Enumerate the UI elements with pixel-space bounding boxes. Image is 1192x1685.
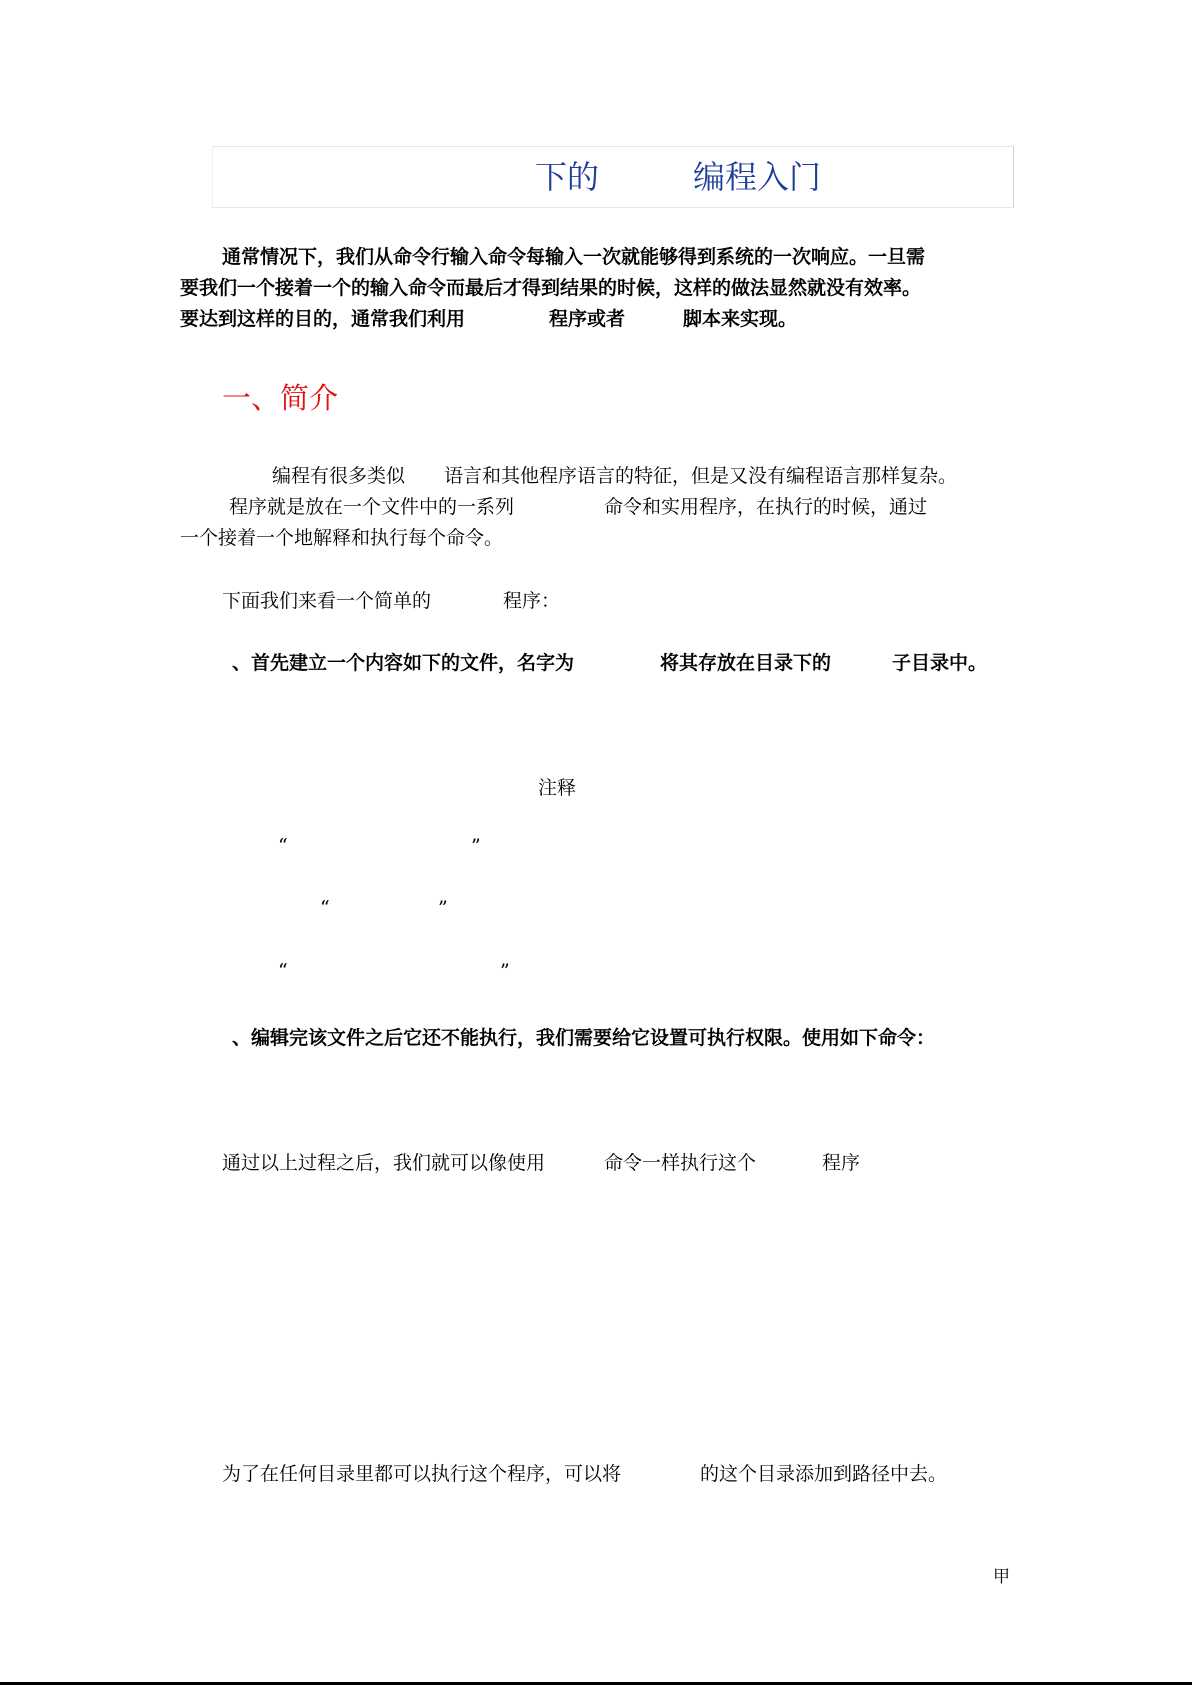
step1-a: 、首先建立一个内容如下的文件，名字为 <box>232 652 575 674</box>
section-p2b: 命令和实用程序，在执行的时候，通过 <box>604 496 928 518</box>
step1-c: 子目录中。 <box>892 652 988 674</box>
title-frame <box>212 146 1014 208</box>
quote-2-close: ” <box>438 897 448 919</box>
quote-2-open: “ <box>320 897 330 919</box>
intro-line-1: 通常情况下，我们从命令行输入命令每输入一次就能够得到系统的一次响应。一旦需 <box>222 246 926 268</box>
intro-line-3c: 脚本来实现。 <box>683 308 798 330</box>
title-part-2: 编程入门 <box>693 158 822 196</box>
section-p5c: 程序 <box>822 1152 861 1174</box>
section-p4b: 程序： <box>503 590 561 612</box>
intro-line-3a: 要达到这样的目的，通常我们利用 <box>180 308 466 330</box>
quote-1-open: “ <box>278 835 288 857</box>
section-p5b: 命令一样执行这个 <box>604 1152 757 1174</box>
intro-line-3b: 程序或者 <box>549 308 626 330</box>
comment-label: 注释 <box>538 777 577 799</box>
quote-3-close: ” <box>500 960 510 982</box>
intro-line-2: 要我们一个接着一个的输入命令而最后才得到结果的时候，这样的做法显然就没有效率。 <box>180 277 922 299</box>
step1-b: 将其存放在目录下的 <box>660 652 832 674</box>
section-p6a: 为了在任何目录里都可以执行这个程序，可以将 <box>222 1463 622 1485</box>
page-number: 甲 <box>993 1567 1010 1587</box>
section-heading: 一、简介 <box>222 381 339 415</box>
section-p1b: 语言和其他程序语言的特征，但是又没有编程语言那样复杂。 <box>444 465 958 487</box>
quote-1-close: ” <box>471 835 481 857</box>
quote-3-open: “ <box>278 960 288 982</box>
title-part-1: 下的 <box>535 158 600 196</box>
section-p6b: 的这个目录添加到路径中去。 <box>700 1463 948 1485</box>
section-p4a: 下面我们来看一个简单的 <box>222 590 432 612</box>
section-p3: 一个接着一个地解释和执行每个命令。 <box>180 527 504 549</box>
section-p2a: 程序就是放在一个文件中的一系列 <box>229 496 515 518</box>
section-p1a: 编程有很多类似 <box>272 465 406 487</box>
step2: 、编辑完该文件之后它还不能执行，我们需要给它设置可执行权限。使用如下命令： <box>232 1027 936 1049</box>
section-p5a: 通过以上过程之后，我们就可以像使用 <box>222 1152 546 1174</box>
